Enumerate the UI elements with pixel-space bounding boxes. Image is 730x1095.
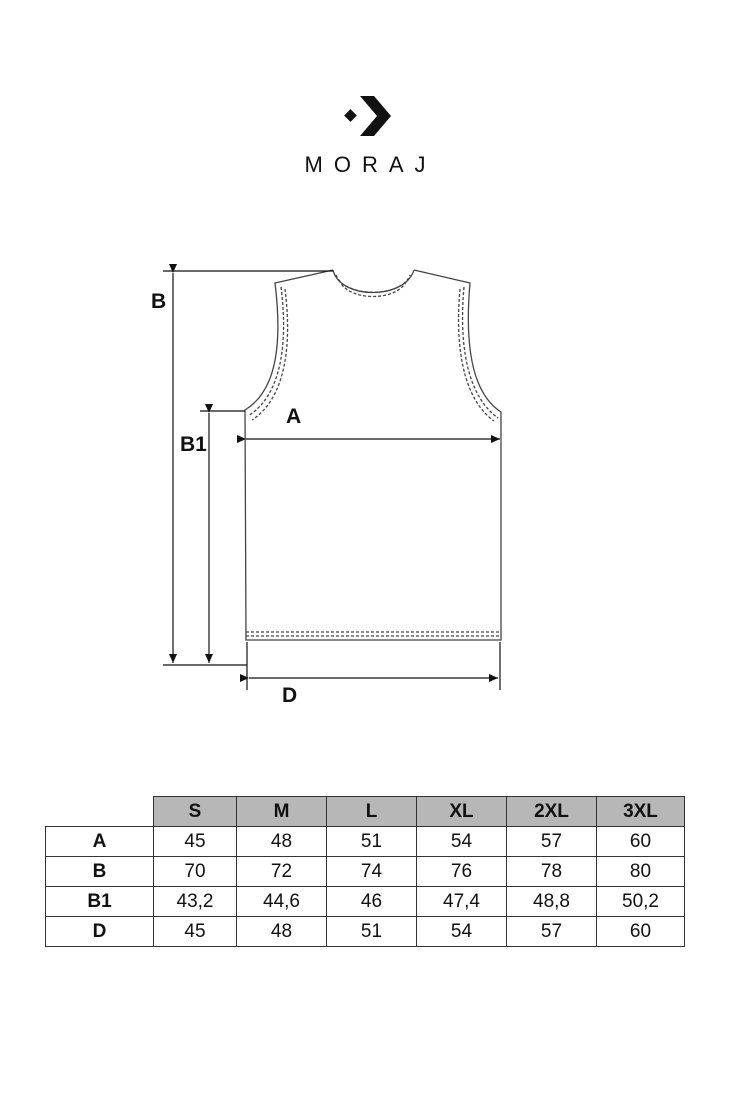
brand-name: MORAJ bbox=[304, 152, 437, 177]
size-header-3xl: 3XL bbox=[597, 797, 685, 827]
size-header-row bbox=[46, 797, 685, 827]
header-blank-cell bbox=[46, 797, 154, 827]
size-header-m: M bbox=[237, 797, 327, 827]
size-header-s: S bbox=[154, 797, 237, 827]
label-b1: B1 bbox=[180, 433, 207, 456]
row-label-b: B bbox=[46, 857, 154, 887]
table-row bbox=[46, 887, 685, 917]
table-cell: 46 bbox=[327, 887, 417, 917]
table-cell: 80 bbox=[597, 857, 685, 887]
table-cell: 45 bbox=[154, 827, 237, 857]
table-cell: 70 bbox=[154, 857, 237, 887]
table-row bbox=[46, 827, 685, 857]
table-cell: 76 bbox=[417, 857, 507, 887]
table-cell: 45 bbox=[154, 917, 237, 947]
table-cell: 57 bbox=[507, 827, 597, 857]
label-d: D bbox=[282, 684, 298, 707]
table-cell: 44,6 bbox=[237, 887, 327, 917]
table-row bbox=[46, 917, 685, 947]
size-header-2xl: 2XL bbox=[507, 797, 597, 827]
row-label-b1: B1 bbox=[46, 887, 154, 917]
table-cell: 57 bbox=[507, 917, 597, 947]
table-cell: 60 bbox=[597, 917, 685, 947]
size-table bbox=[45, 796, 685, 947]
garment-outline bbox=[245, 270, 501, 640]
table-cell: 50,2 bbox=[597, 887, 685, 917]
table-cell: 51 bbox=[327, 917, 417, 947]
row-label-a: A bbox=[46, 827, 154, 857]
table-cell: 74 bbox=[327, 857, 417, 887]
table-cell: 43,2 bbox=[154, 887, 237, 917]
label-b: B bbox=[151, 290, 167, 313]
table-cell: 60 bbox=[597, 827, 685, 857]
size-header-l: L bbox=[327, 797, 417, 827]
table-cell: 54 bbox=[417, 827, 507, 857]
label-a: A bbox=[286, 405, 302, 428]
row-label-d: D bbox=[46, 917, 154, 947]
table-row bbox=[46, 857, 685, 887]
table-cell: 48 bbox=[237, 827, 327, 857]
table-cell: 47,4 bbox=[417, 887, 507, 917]
table-cell: 78 bbox=[507, 857, 597, 887]
size-header-xl: XL bbox=[417, 797, 507, 827]
table-cell: 48 bbox=[237, 917, 327, 947]
table-cell: 54 bbox=[417, 917, 507, 947]
measurement-lines bbox=[163, 271, 500, 690]
table-cell: 51 bbox=[327, 827, 417, 857]
table-cell: 72 bbox=[237, 857, 327, 887]
table-cell: 48,8 bbox=[507, 887, 597, 917]
